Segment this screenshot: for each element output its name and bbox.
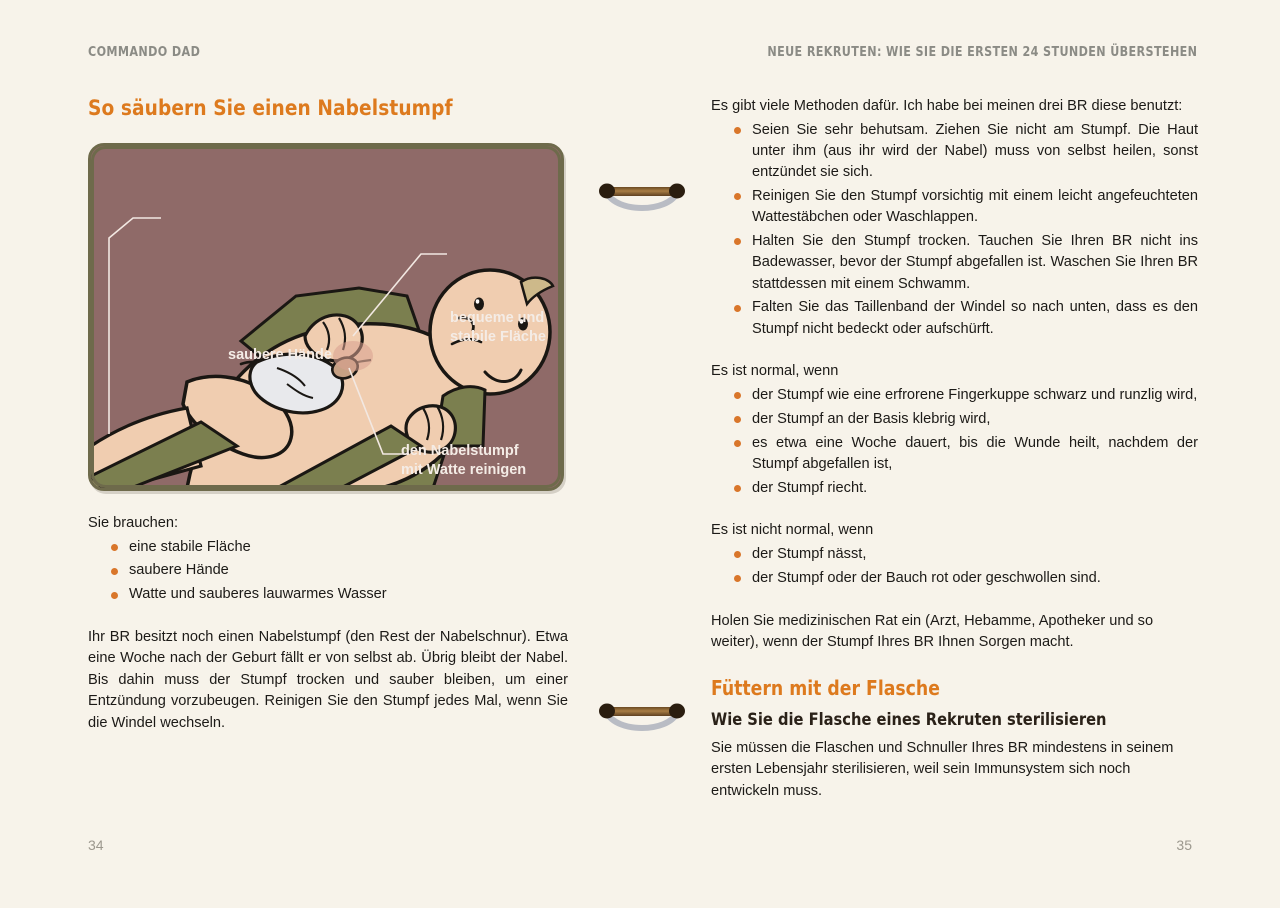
list-item: der Stumpf oder der Bauch rot oder geschwollen sind. bbox=[734, 568, 1198, 592]
normal-list bbox=[711, 385, 1198, 501]
page-number-right: 35 bbox=[1176, 837, 1192, 853]
left-column bbox=[88, 96, 568, 734]
not-normal-list bbox=[711, 544, 1198, 592]
list-item: Falten Sie das Taillenband der Windel so nach unten, dass es den Stumpf nicht bedeckt oder aufschürft. bbox=[734, 297, 1198, 342]
illustration-label-comfortable-surface bbox=[450, 309, 546, 347]
advice-paragraph: Holen Sie medizinischen Rat ein (Arzt, Hebamme, Apotheker und so weiter), wenn der Stumpf Ihres BR Ihnen Sorgen macht. bbox=[711, 612, 1154, 651]
feeding-paragraph: Sie müssen die Flaschen und Schnuller Ihres BR mindestens in seinem ersten Lebensjahr sterilisieren, weil sein Immunsystem sich noch entwickeln muss. bbox=[711, 739, 1174, 799]
feeding-section-title: Füttern mit der Flasche bbox=[711, 675, 940, 700]
running-head-right: NEUE REKRUTEN: WIE SIE DIE ERSTEN 24 STUNDEN ÜBERSTEHEN bbox=[767, 44, 1197, 60]
running-head-left: COMMANDO DAD bbox=[88, 44, 201, 60]
rope-divider-ornament-top bbox=[597, 181, 687, 215]
list-item: Seien Sie sehr behutsam. Ziehen Sie nicht am Stumpf. Die Haut unter ihm (aus ihr wird der Nabel) muss von selbst heilen, sonst entzündet sie sich. bbox=[734, 120, 1198, 186]
illustration-label-clean-stump-line1: den Nabelstumpf bbox=[401, 443, 519, 459]
methods-intro: Es gibt viele Methoden dafür. Ich habe bei meinen drei BR diese benutzt: bbox=[711, 98, 1183, 114]
feeding-subsection-title: Wie Sie die Flasche eines Rekruten sterilisieren bbox=[711, 709, 1107, 730]
section-title: So säubern Sie einen Nabelstumpf bbox=[88, 96, 453, 121]
normal-intro: Es ist normal, wenn bbox=[711, 363, 839, 380]
list-item: es etwa eine Woche dauert, bis die Wunde heilt, nachdem der Stumpf abgefallen ist, bbox=[734, 433, 1198, 478]
list-item: Reinigen Sie den Stumpf vorsichtig mit einem leicht angefeuchteten Wattestäbchen oder Waschlappen. bbox=[734, 186, 1198, 231]
illustration-label-clean-stump bbox=[401, 442, 526, 480]
illustration-container bbox=[88, 143, 564, 491]
illustration-label-clean-stump-line2: mit Watte reinigen bbox=[401, 462, 527, 478]
list-item: eine stabile Fläche bbox=[111, 537, 568, 561]
illustration-label-clean-hands: saubere Hände bbox=[228, 347, 332, 363]
page-number-left: 34 bbox=[88, 837, 104, 853]
illustration-label-comfortable-surface-line2: stabile Fläche bbox=[450, 329, 546, 345]
list-item: der Stumpf riecht. bbox=[734, 478, 1198, 502]
list-item: der Stumpf nässt, bbox=[734, 544, 1198, 568]
right-column bbox=[711, 96, 1198, 802]
needs-intro: Sie brauchen: bbox=[88, 515, 179, 531]
illustration-label-comfortable-surface-line1: bequeme und bbox=[450, 310, 545, 326]
not-normal-intro: Es ist nicht normal, wenn bbox=[711, 522, 874, 539]
needs-list bbox=[88, 537, 568, 608]
list-item: saubere Hände bbox=[111, 560, 568, 584]
list-item: der Stumpf an der Basis klebrig wird, bbox=[734, 409, 1198, 433]
rope-divider-ornament-bottom bbox=[597, 701, 687, 735]
list-item: Watte und sauberes lauwarmes Wasser bbox=[111, 584, 568, 608]
methods-list bbox=[711, 120, 1198, 343]
closing-paragraph: Ihr BR besitzt noch einen Nabelstumpf (den Rest der Nabelschnur). Etwa eine Woche nach der Geburt fällt er von selbst ab. Übrig bleibt der Nabel. Bis dahin muss der Stumpf trocken und sauber bleiben, um einer Entzündung vorzubeugen. Reinigen Sie den Stumpf jedes Mal, wenn Sie die Windel wechseln. bbox=[88, 628, 568, 731]
list-item: Halten Sie den Stumpf trocken. Tauchen Sie Ihren BR nicht ins Badewasser, bevor der Stumpf abgefallen ist. Waschen Sie Ihren BR stattdessen mit einem Schwamm. bbox=[734, 231, 1198, 297]
list-item: der Stumpf wie eine erfrorene Fingerkuppe schwarz und runzlig wird, bbox=[734, 385, 1198, 409]
